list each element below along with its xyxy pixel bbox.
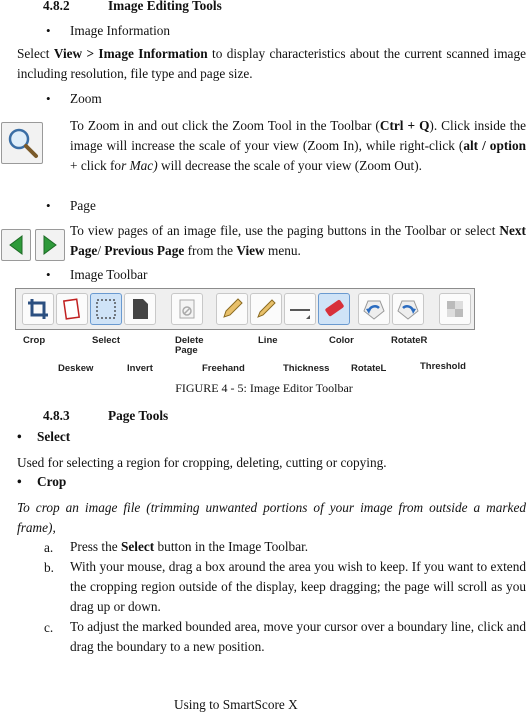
- zoom-tool-icon: [1, 122, 43, 164]
- bullet-dot: •: [17, 474, 22, 489]
- label-rotate-l: RotateL: [351, 363, 387, 374]
- crop-heading: Crop: [37, 474, 67, 489]
- section-title: Page Tools: [108, 408, 169, 423]
- next-page-icon: [35, 229, 65, 261]
- bullet-dot: •: [46, 267, 51, 282]
- label-delete-page: Delete Page: [175, 335, 204, 356]
- zoom-paragraph: To Zoom in and out click the Zoom Tool in the Toolbar (Ctrl + Q). Click inside the image will increase the scale of your view (Zoom In), while right-click (alt / option + click for Mac) will decrease the scale of your view (Zoom Out).: [70, 118, 527, 173]
- bullet-dot: •: [46, 198, 51, 213]
- label-invert: Invert: [127, 363, 153, 374]
- page-paragraph: To view pages of an image file, use the paging buttons in the Toolbar or select Next Page/ Previous Page from the View menu.: [70, 223, 526, 258]
- freehand-icon: [216, 293, 248, 325]
- step-marker: b.: [44, 560, 54, 575]
- figure-caption: FIGURE 4 - 5: Image Editor Toolbar: [175, 381, 353, 395]
- step-marker: c.: [44, 620, 54, 635]
- image-info-paragraph: Select View > Image Information to display characteristics about the current scanned image including resolution, file type and page size.: [17, 46, 526, 81]
- crop-intro: To crop an image file (trimming unwanted portions of your image from outside a marked frame),: [17, 500, 526, 535]
- line-icon: [250, 293, 282, 325]
- bullet-image-toolbar: Image Toolbar: [70, 267, 148, 282]
- label-line: Line: [258, 335, 278, 346]
- label-threshold: Threshold: [420, 361, 466, 372]
- section-number: 4.8.2: [43, 0, 70, 13]
- select-icon: [90, 293, 122, 325]
- bullet-dot: •: [17, 429, 22, 444]
- label-select: Select: [92, 335, 120, 346]
- image-editor-toolbar: [15, 288, 475, 330]
- color-icon: [318, 293, 350, 325]
- bullet-page: Page: [70, 198, 96, 213]
- bullet-dot: •: [46, 91, 51, 106]
- bullet-zoom: Zoom: [70, 91, 102, 106]
- label-crop: Crop: [23, 335, 46, 346]
- label-freehand: Freehand: [202, 363, 245, 374]
- crop-step-a: Press the Select button in the Image Toolbar.: [70, 539, 309, 554]
- previous-page-icon: [1, 229, 31, 261]
- select-heading: Select: [37, 429, 71, 444]
- bullet-image-information: Image Information: [70, 23, 171, 38]
- crop-step-c: To adjust the marked bounded area, move your cursor over a boundary line, click and drag the boundary to a new position.: [70, 619, 526, 654]
- thickness-icon: [284, 293, 316, 325]
- bullet-dot: •: [46, 23, 51, 38]
- step-marker: a.: [44, 540, 54, 555]
- select-description: Used for selecting a region for cropping, deleting, cutting or copying.: [17, 455, 387, 470]
- section-number: 4.8.3: [43, 408, 70, 423]
- delete-page-icon: [171, 293, 203, 325]
- crop-icon: [22, 293, 54, 325]
- invert-icon: [124, 293, 156, 325]
- label-deskew: Deskew: [58, 363, 94, 374]
- section-title: Image Editing Tools: [108, 0, 222, 13]
- deskew-icon: [56, 293, 88, 325]
- rotate-left-icon: [358, 293, 390, 325]
- label-rotate-r: RotateR: [391, 335, 428, 346]
- rotate-right-icon: [392, 293, 424, 325]
- label-color: Color: [329, 335, 354, 346]
- threshold-icon: [439, 293, 471, 325]
- label-thickness: Thickness: [283, 363, 330, 374]
- page-footer: Using to SmartScore X: [174, 697, 298, 712]
- crop-step-b: With your mouse, drag a box around the area you wish to keep. If you want to extend the cropping region outside of the display, keep dragging; the page will scroll as you drag up or down.: [70, 559, 526, 614]
